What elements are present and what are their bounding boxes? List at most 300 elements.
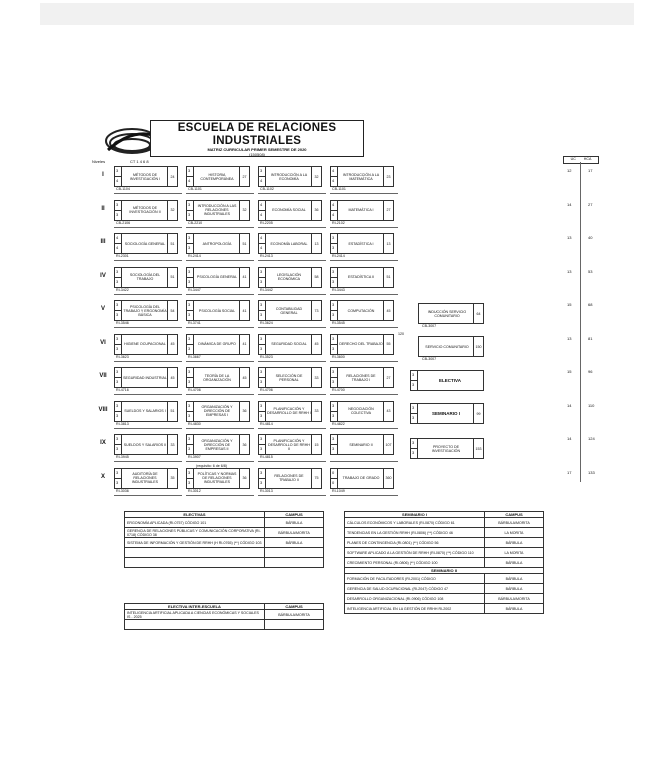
course-hours: 36 — [239, 402, 249, 421]
course-hours: 15 — [311, 435, 321, 454]
credit-cell — [115, 201, 122, 220]
course-box — [186, 200, 250, 221]
table-row — [345, 584, 544, 594]
prerequisite-line — [186, 495, 254, 496]
side-uc: 12 — [567, 168, 572, 173]
credit-value: 3 — [116, 278, 119, 284]
credit-cell — [187, 201, 194, 220]
credit-value: 3 — [332, 302, 335, 307]
credit-value: 3 — [188, 235, 191, 240]
course-hours: 33 — [311, 368, 321, 387]
course-box — [330, 200, 394, 221]
prerequisite-line — [114, 227, 182, 228]
course-box — [258, 401, 322, 422]
course-box — [330, 468, 394, 489]
course-hours: 35 — [167, 469, 177, 488]
proyecto-cr-a: 3 — [412, 440, 415, 445]
semester-label: IX — [100, 440, 106, 446]
course-name: INTRODUCCIÓN A LA MATEMÁTICA — [342, 172, 380, 181]
course-hours: 45 — [167, 335, 177, 354]
credit-value: 3 — [188, 436, 191, 441]
course-name: PLANIFICACIÓN Y DESARROLLO DE RRHH II — [268, 438, 310, 451]
course-name: DINÁMICA DE GRUPO — [198, 342, 236, 346]
ix-requisite-note: (requisito: 6 de 6/8) — [196, 464, 227, 468]
credit-value: 3 — [260, 436, 263, 441]
electiva-name: ELECTIVA — [439, 377, 461, 383]
credit-value: 4 — [332, 201, 335, 207]
side-header-uc: UC — [570, 157, 576, 161]
prerequisite-line — [330, 294, 398, 295]
course-code: RI-3624 — [260, 321, 273, 325]
table-row — [345, 528, 544, 538]
course-box — [330, 233, 394, 254]
credit-value: 3 — [332, 436, 335, 441]
course-box — [330, 367, 394, 388]
table-cell-name: INTELIGENCIA ARTIFICIAL APLICADA A CIENCIAS ECONÓMICAS Y SOCIALES IS - 2025 — [125, 610, 265, 620]
credit-cell — [259, 335, 266, 354]
course-code: CB-2106 — [116, 220, 131, 225]
table-row — [125, 548, 324, 558]
table-cell-campus: LA MORITA — [485, 548, 544, 558]
credit-value: 3 — [332, 235, 335, 240]
table-cell-campus — [265, 620, 324, 630]
table-row — [125, 558, 324, 568]
course-name: POLÍTICAS Y NORMAS DE RELACIONES INDUSTRIALES — [197, 472, 237, 484]
electivas-table — [124, 511, 324, 568]
table-cell-name: CÁLCULOS ECONÓMICOS Y LABORALES (RI-0870) CÓDIGO 61 — [345, 518, 485, 528]
credit-value: 4 — [260, 235, 263, 240]
credit-cell — [331, 234, 338, 253]
table-cell-name: GERENCIA DE SALUD OCUPACIONAL (RI-2047) CÓDIGO 47 — [345, 584, 485, 594]
table-cell-campus: BÁRBULA — [485, 538, 544, 548]
side-hca: 110 — [588, 402, 595, 408]
course-code: CB-1101 — [188, 187, 202, 191]
credit-value: 3 — [188, 211, 191, 217]
course-box — [114, 233, 178, 254]
course-hours: 41 — [239, 301, 249, 320]
course-code: RI-2413 — [260, 254, 273, 258]
table-row — [345, 558, 544, 568]
credit-cell — [259, 435, 266, 454]
credit-value: 3 — [188, 302, 191, 307]
side-hca: 133 — [588, 469, 595, 475]
course-code: RI-3442 — [260, 287, 273, 292]
table-cell-name: SISTEMA DE INFORMACIÓN Y GESTIÓN DE RRHH (H RI-0765) (**) CÓDIGO 103 — [125, 538, 265, 548]
table-cell-name: PLANES DE CONTINGENCIA (RI-0801) (**) CÓDIGO 56 — [345, 538, 485, 548]
title-line1: ESCUELA DE RELACIONES — [177, 122, 337, 134]
plan-code: (150508) — [248, 152, 265, 157]
course-code: RI-3443 — [332, 287, 345, 292]
course-name: SEGURIDAD SOCIAL — [271, 342, 307, 346]
induccion-code: CB-3007 — [422, 324, 437, 328]
course-name: INTRODUCCIÓN A LA ECONOMÍA — [270, 172, 308, 181]
prerequisite-line — [114, 428, 182, 429]
credit-value: 3 — [188, 201, 191, 207]
course-name: SUELDOS Y SALARIOS I — [124, 409, 166, 413]
prerequisite-line — [186, 260, 254, 261]
course-name: MATEMÁTICA I — [348, 208, 374, 212]
course-code: RI-2102 — [332, 220, 345, 225]
course-name: ESTADÍSTICA I — [348, 241, 374, 246]
side-hca: 124 — [588, 436, 595, 441]
course-code: RI-4700 — [332, 388, 345, 392]
credit-value: 3 — [188, 369, 191, 374]
course-hours: 43 — [383, 402, 393, 421]
credit-value: 4 — [116, 245, 119, 250]
credit-cell — [187, 234, 194, 253]
credit-value: 3 — [116, 469, 119, 475]
course-hours: 51 — [167, 402, 177, 421]
course-code: RI-3012 — [188, 488, 201, 493]
credit-cell — [187, 268, 194, 287]
course-hours: 51 — [383, 268, 393, 287]
credit-value: 3 — [188, 345, 191, 351]
side-hca: 96 — [588, 369, 593, 374]
credit-cell — [115, 268, 122, 287]
credit-cell — [331, 301, 338, 320]
credit-value: 3 — [188, 245, 191, 250]
course-hours: 107 — [383, 435, 393, 454]
credit-value: 3 — [260, 469, 263, 475]
course-box — [330, 401, 394, 422]
course-code: CB-1101 — [332, 187, 346, 191]
credit-value: 3 — [260, 335, 263, 341]
semester-label: V — [100, 306, 105, 312]
course-hours: 36 — [311, 201, 321, 220]
semester-label: VIII — [98, 406, 108, 413]
side-uc: 14 — [567, 402, 572, 408]
course-name: MÉTODOS DE INVESTIGACIÓN I — [129, 172, 161, 181]
seminario1-table-header: SEMINARIO I — [345, 512, 485, 518]
credit-value: 3 — [188, 402, 191, 408]
credit-cell — [187, 469, 194, 488]
prerequisite-line — [258, 294, 326, 295]
credit-value: 3 — [332, 446, 335, 451]
course-name: SUELDOS Y SALARIOS II — [123, 442, 167, 447]
course-name: PSICOLOGÍA SOCIAL — [198, 308, 236, 313]
table-cell-campus: BÁRBULA — [485, 604, 544, 614]
course-box — [114, 401, 178, 422]
prerequisite-line — [114, 495, 182, 496]
table-row — [345, 574, 544, 584]
course-code: RI-3545 — [332, 321, 345, 325]
credit-value: 3 — [260, 268, 263, 274]
course-code: RI-2301 — [116, 254, 129, 258]
credit-cell — [331, 201, 338, 220]
prerequisite-line — [258, 327, 326, 328]
course-box — [258, 367, 322, 388]
table-cell-campus — [265, 558, 324, 568]
electiva-cr-a: 3 — [412, 372, 415, 377]
credit-cell — [115, 335, 122, 354]
course-hours: 33 — [167, 435, 177, 454]
semester-label: IV — [100, 272, 106, 279]
credit-value: 3 — [332, 369, 335, 374]
table-row — [125, 538, 324, 548]
course-code: RI-2414 — [188, 254, 201, 258]
table-row — [125, 620, 324, 630]
credit-value: 3 — [116, 436, 119, 441]
seminario2-table-header: SEMINARIO II — [345, 568, 544, 574]
course-box — [330, 434, 394, 455]
pre-vi-note: 120 — [398, 332, 404, 336]
seminario1-campus-header: CAMPUS — [485, 512, 544, 518]
servicio-box — [418, 336, 484, 357]
prerequisite-line — [258, 495, 326, 496]
credit-value: 4 — [260, 211, 263, 217]
table-row — [345, 538, 544, 548]
course-hours: 27 — [239, 167, 249, 186]
credit-cell — [115, 234, 122, 253]
table-cell-campus: BÁRBULA — [485, 584, 544, 594]
table-cell-campus: BÁRBULA — [485, 558, 544, 568]
credit-cell — [187, 368, 194, 387]
credit-value: 4 — [332, 211, 335, 217]
credit-value: 3 — [260, 412, 263, 418]
course-code: RI-2205 — [260, 220, 273, 225]
table-cell-campus: BÁRBULA/MORITA — [485, 594, 544, 604]
course-box — [186, 233, 250, 254]
induccion-box — [418, 303, 484, 324]
prerequisite-line — [114, 361, 182, 362]
course-box — [258, 300, 322, 321]
prerequisite-line — [114, 461, 182, 462]
side-uc: 13 — [567, 235, 572, 240]
course-code: RI-4815 — [260, 455, 273, 459]
course-code: RI-3813 — [116, 421, 129, 426]
credit-cell — [259, 167, 266, 186]
prerequisite-line — [330, 495, 398, 496]
credit-value: 3 — [260, 379, 263, 384]
course-code: RI-2414 — [332, 254, 345, 258]
credit-value: 3 — [260, 479, 263, 485]
credit-cell — [115, 301, 122, 320]
credit-value: 3 — [188, 479, 191, 485]
seminario1-table — [344, 511, 544, 614]
side-uc: 17 — [567, 469, 572, 475]
course-name: COMPUTACIÓN — [347, 308, 375, 313]
course-hours: 75 — [311, 469, 321, 488]
credit-value: 3 — [116, 302, 119, 307]
credit-value: 3 — [260, 402, 263, 408]
title-box — [150, 120, 364, 157]
course-box — [114, 334, 178, 355]
course-box — [186, 468, 250, 489]
credit-value: 3 — [116, 201, 119, 207]
niveles-label: Niveles — [92, 159, 106, 164]
credit-value: 3 — [116, 402, 119, 408]
credit-value: 3 — [116, 268, 119, 274]
course-hours: 41 — [239, 268, 249, 287]
course-name: SOCIOLOGÍA GENERAL — [124, 241, 166, 246]
credit-value: 3 — [260, 168, 263, 173]
credit-cell — [331, 469, 338, 488]
course-hours: 32 — [167, 201, 177, 220]
side-axis — [580, 162, 581, 482]
table-cell-campus: BÁRBULA — [265, 518, 324, 528]
prerequisite-line — [330, 428, 398, 429]
proyecto-box — [410, 438, 484, 459]
course-name: DERECHO DEL TRABAJO — [339, 342, 383, 346]
induccion-hours: 64 — [473, 304, 483, 323]
course-hours: 36 — [239, 435, 249, 454]
course-hours: 45 — [239, 368, 249, 387]
prerequisite-line — [114, 327, 182, 328]
course-hours: 51 — [239, 234, 249, 253]
side-uc: 14 — [567, 436, 572, 441]
table-row — [345, 518, 544, 528]
credit-value: 3 — [332, 345, 335, 351]
credit-cell — [331, 335, 338, 354]
course-name: TEORÍA DE LA ORGANIZACIÓN — [203, 373, 231, 382]
course-name: SELECCIÓN DE PERSONAL — [275, 373, 303, 382]
course-code: CB-2210 — [188, 220, 203, 225]
course-name: ECONOMÍA SOCIAL — [272, 208, 306, 212]
credit-cell — [331, 368, 338, 387]
table-cell-name — [125, 558, 265, 568]
credit-cell — [187, 301, 194, 320]
prerequisite-line — [114, 193, 182, 194]
proyecto-cr-b: 3 — [412, 450, 415, 455]
course-box — [186, 434, 250, 455]
side-uc: 13 — [567, 268, 572, 274]
prerequisite-line — [258, 394, 326, 395]
credit-value: 3 — [116, 369, 119, 374]
credit-cell — [259, 402, 266, 421]
side-uc: 13 — [567, 335, 572, 341]
course-code: RI-1049 — [332, 488, 345, 493]
credit-cell — [259, 268, 266, 287]
credit-value: 3 — [332, 268, 335, 274]
credit-value: 4 — [116, 178, 119, 183]
course-box — [186, 166, 250, 187]
prerequisite-line — [186, 461, 254, 462]
credit-cell — [259, 201, 266, 220]
prerequisite-line — [330, 260, 398, 261]
side-hca: 40 — [588, 235, 593, 240]
credit-value: 3 — [116, 479, 119, 485]
course-box — [258, 166, 322, 187]
credit-cell — [259, 368, 266, 387]
table-cell-name — [125, 620, 265, 630]
course-code: RI-3447 — [188, 287, 201, 292]
credit-value: 3 — [260, 345, 263, 351]
semester-label: VII — [99, 373, 107, 379]
course-name: RELACIONES DE TRABAJO I — [346, 373, 376, 382]
credit-cell — [187, 335, 194, 354]
side-hca: 68 — [588, 302, 593, 307]
course-box — [186, 401, 250, 422]
credit-value: 3 — [116, 335, 119, 341]
course-name: CONTABILIDAD GENERAL — [275, 306, 303, 315]
course-hours: 23 — [383, 167, 393, 186]
course-name: SEGURIDAD INDUSTRIAL — [123, 375, 167, 380]
semester-label: III — [100, 239, 106, 245]
table-cell-name: TENDENCIAS EN LA GESTIÓN RRHH (RI-0806) (**) CÓDIGO 46 — [345, 528, 485, 538]
course-hours: 24 — [167, 167, 177, 186]
side-header-hca: HCA — [583, 157, 592, 161]
course-hours: 45 — [167, 368, 177, 387]
course-hours: 51 — [167, 268, 177, 287]
course-box — [258, 434, 322, 455]
course-hours: 13 — [383, 234, 393, 253]
semester-label: VI — [100, 339, 106, 346]
course-hours: 27 — [383, 368, 393, 387]
course-code: RI-4814 — [260, 421, 273, 426]
credit-value: 3 — [260, 312, 263, 317]
prerequisite-line — [258, 361, 326, 362]
induccion-name: INDUCCIÓN SERVICIO COMUNITARIO — [427, 309, 467, 318]
interescuela-campus-header: CAMPUS — [265, 604, 324, 610]
course-name: PSICOLOGÍA DEL TRABAJO Y ERGONOMÍA BÁSICA — [123, 304, 167, 317]
course-code: RI-3036 — [116, 488, 129, 493]
credit-value: 3 — [116, 345, 119, 351]
table-cell-campus — [265, 548, 324, 558]
course-name: SOCIOLOGÍA DEL TRABAJO — [129, 273, 161, 281]
course-hours: 41 — [239, 335, 249, 354]
credit-cell — [259, 234, 266, 253]
course-code: RI-4830 — [188, 421, 201, 426]
course-box — [258, 200, 322, 221]
credit-cell — [331, 167, 338, 186]
side-header — [563, 156, 599, 164]
credit-value: 3 — [188, 379, 191, 384]
course-name: SEMINARIO II — [349, 442, 373, 447]
credit-cell — [115, 368, 122, 387]
course-hours: 32 — [311, 167, 321, 186]
credit-cell — [115, 167, 122, 186]
course-box — [114, 468, 178, 489]
credit-value: 3 — [332, 245, 335, 250]
credit-value: 4 — [188, 178, 191, 183]
prerequisite-line — [186, 361, 254, 362]
course-name: PLANIFICACIÓN Y DESARROLLO DE RRHH I — [267, 407, 311, 415]
semester-label: I — [102, 172, 104, 178]
credit-value: 3 — [260, 278, 263, 284]
prerequisite-line — [114, 394, 182, 395]
course-box — [114, 200, 178, 221]
course-name: TRABAJO DE GRADO — [342, 476, 380, 480]
course-box — [258, 334, 322, 355]
credit-value: 3 — [260, 369, 263, 374]
side-hca: 17 — [588, 168, 593, 173]
course-code: RI-3013 — [260, 488, 273, 493]
table-cell-campus: BÁRBULA/MORITA — [265, 610, 324, 620]
table-cell-name: SOFTWARE APLICADO A LA GESTIÓN DE RRHH (RI-0870) (**) CÓDIGO 110 — [345, 548, 485, 558]
prerequisite-line — [330, 461, 398, 462]
course-name: ECONOMÍA LABORAL — [270, 241, 308, 246]
seminario1-cr-a: 3 — [412, 405, 415, 410]
credit-value: 4 — [116, 235, 119, 240]
course-hours: 32 — [239, 201, 249, 220]
table-cell-name: ERGONOMÍA APLICADA (RI-0757) CÓDIGO 101 — [125, 518, 265, 528]
course-name: INTRODUCCIÓN A LAS RELACIONES INDUSTRIALES — [197, 204, 237, 216]
course-code: RI-4822 — [332, 421, 345, 426]
semester-label: II — [101, 205, 105, 212]
table-cell-campus: BÁRBULA/MORITA — [485, 518, 544, 528]
side-uc: 15 — [567, 369, 572, 374]
seminario1-hours: 99 — [473, 404, 483, 423]
course-hours: 27 — [383, 201, 393, 220]
electivas-campus-header: CAMPUS — [265, 512, 324, 518]
credit-value: 3 — [116, 412, 119, 418]
credit-value: 3 — [260, 446, 263, 451]
course-code: RI-3523 — [260, 354, 273, 359]
credit-value: 3 — [116, 211, 119, 217]
prerequisite-line — [186, 394, 254, 395]
course-box — [114, 300, 178, 321]
credit-value: 3 — [188, 278, 191, 284]
